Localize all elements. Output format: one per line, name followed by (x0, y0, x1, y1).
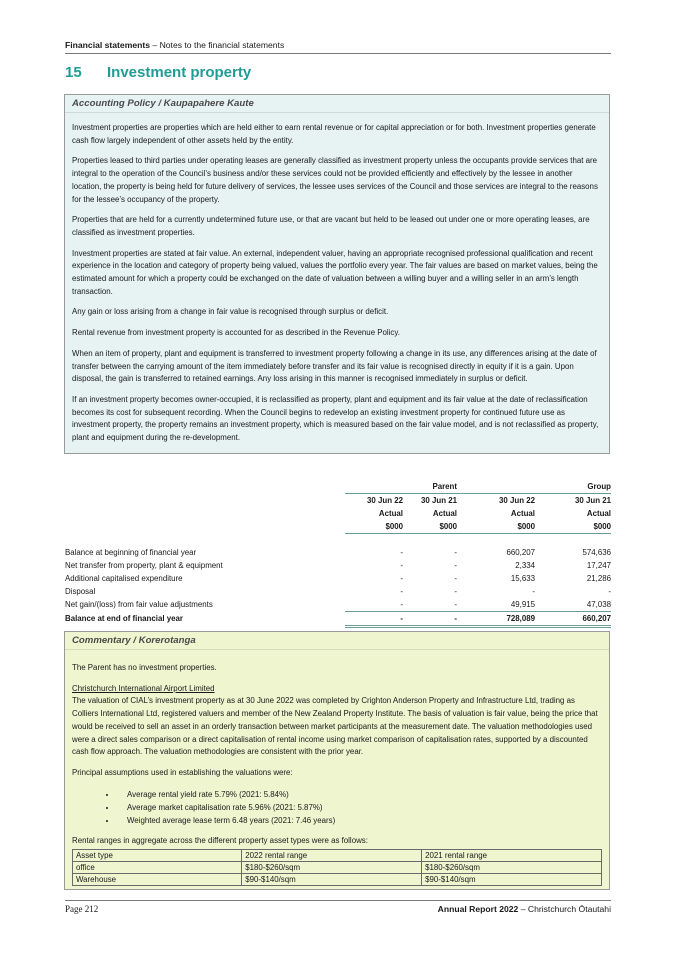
list-item: • Average rental yield rate 5.79% (2021: 5.84%) (117, 788, 602, 801)
section-title (65, 64, 251, 81)
ranges-cell: $180-$260/sqm (422, 862, 602, 874)
row-value: - (454, 548, 457, 558)
ranges-header: Asset type (73, 850, 242, 862)
column-basis: Actual (432, 508, 457, 518)
commentary-subheading: Christchurch International Airport Limited (72, 683, 215, 693)
policy-heading: Accounting Policy / Kaupapahere Kaute (65, 98, 609, 113)
running-header-rest: – Notes to the financial statements (150, 40, 285, 50)
policy-paragraph: If an investment property becomes owner-occupied, it is reclassified as property, plant and equipment and its fair value at the date of reclassification becomes its cost for subsequent recording. When the Council begins to redevelop an existing investment property for continued future use as investment property, the property remains an investment property, which is measured based on the fair value model, and is not reclassified as property, plant and equipment during the re-development. (72, 394, 599, 443)
total-row (65, 611, 611, 626)
accounting-policy-box (64, 94, 610, 454)
total-value: - (345, 611, 403, 626)
policy-paragraph: When an item of property, plant and equipment is transferred to investment property following a change in its use, any differences arising at the date of transfer between the carrying amount of the item immediately before transfer and its fair value is recognised directly in equity if it is a gain. Upon disposal, the gain is transferred to retained earnings. Any loss arising in this manner is recognised immediately in surplus or deficit. (72, 348, 597, 384)
row-label: Additional capitalised expenditure (65, 574, 183, 584)
column-date: 30 Jun 22 (499, 495, 535, 505)
running-header-bold: Financial statements (65, 40, 151, 50)
table-row (73, 874, 602, 886)
row-value: - (532, 587, 535, 597)
ranges-cell: $90-$140/sqm (242, 874, 422, 886)
page-number: Page 212 (65, 904, 99, 914)
row-value: - (400, 574, 403, 584)
ranges-header: 2021 rental range (422, 850, 602, 862)
row-value: - (454, 561, 457, 571)
column-units: $000 (403, 520, 457, 533)
row-value: 660,207 (506, 548, 535, 558)
column-basis: Actual (510, 508, 535, 518)
row-value: - (454, 574, 457, 584)
section-title-text: Investment property (107, 64, 252, 81)
total-value: - (403, 611, 457, 626)
column-basis: Actual (378, 508, 403, 518)
row-value: 15,633 (510, 574, 535, 584)
total-label: Balance at end of financial year (65, 614, 183, 624)
list-item: • Weighted average lease term 6.48 years (2021: 7.46 years) (117, 814, 602, 827)
row-value: - (345, 598, 403, 611)
table-row (73, 862, 602, 874)
policy-paragraph: Investment properties are properties which are held either to earn rental revenue or for capital appreciation or for both. Investment properties generate cash flow largely independent of other assets held by the entity. (72, 123, 596, 145)
policy-paragraph: Any gain or loss arising from a change in fair value is recognised through surplus or deficit. (72, 307, 389, 317)
policy-paragraph: Investment properties are stated at fair value. An external, independent valuer, having an appropriate recognised professional qualification and recent experience in the location and category of property being valued, values the portfolio every year. The fair values are based on market values, being the estimated amount for which a property could be exchanged on the date of valuation between a willing buyer and a willing seller in an arm’s length transaction. (72, 248, 598, 296)
basis-header-row (65, 507, 611, 520)
commentary-body: The valuation of CIAL’s investment property as at 30 June 2022 was completed by Crighton Anderson Property and Infrastructure Ltd, trading as Colliers International Ltd, registered valuers and member of the New Zealand Property Institute. The basis of valuation is fair value, being the price that would be received to sell an asset in an orderly transaction between market participants at the measurement date. The valuation methodologies used were a direct sales comparison or a direct capitalisation of rental income using market comparison of capitalisation rates, supported by a discounted cash flow approach. The valuation methodologies are consistent with the prior year. (72, 696, 598, 757)
commentary-intro: The Parent has no investment properties. (72, 663, 217, 672)
group-header: Group (535, 480, 611, 493)
row-value: 574,636 (582, 548, 611, 558)
row-label: Disposal (65, 587, 96, 597)
row-value: - (403, 598, 457, 611)
parent-header: Parent (403, 480, 457, 493)
row-value: - (608, 587, 611, 597)
units-header-row (65, 520, 611, 533)
date-header-row (65, 493, 611, 506)
row-value: - (454, 587, 457, 597)
total-value: 728,089 (457, 611, 535, 626)
page-footer (65, 900, 611, 914)
row-label: Balance at beginning of financial year (65, 548, 197, 558)
ranges-cell: Warehouse (73, 874, 242, 886)
assumptions-intro: Principal assumptions used in establishing the valuations were: (72, 767, 293, 777)
ranges-intro: Rental ranges in aggregate across the different property asset types were as follows: (72, 835, 368, 845)
table-row (65, 559, 611, 572)
row-value: 49,915 (457, 598, 535, 611)
ranges-cell: $180-$260/sqm (242, 862, 422, 874)
row-label: Net gain/(loss) from fair value adjustments (65, 600, 213, 610)
rental-ranges-table (72, 849, 602, 886)
report-title: Annual Report 2022 – Christchurch Ōtautahi (437, 904, 611, 914)
column-units: $000 (535, 520, 611, 533)
table-row (65, 572, 611, 585)
section-number: 15 (65, 64, 82, 81)
column-date: 30 Jun 22 (367, 495, 403, 505)
ranges-cell: office (73, 862, 242, 874)
row-value: 21,286 (586, 574, 611, 584)
row-value: 17,247 (586, 561, 611, 571)
running-header (65, 40, 611, 54)
ranges-header: 2022 rental range (242, 850, 422, 862)
row-value: 47,038 (535, 598, 611, 611)
investment-property-table (65, 480, 611, 628)
policy-paragraph: Properties that are held for a currently undetermined future use, or that are vacant but held to be leased out under one or more operating leases, are classified as investment properties. (72, 215, 590, 237)
row-value: - (400, 561, 403, 571)
row-value: - (400, 548, 403, 558)
column-date: 30 Jun 21 (575, 495, 611, 505)
policy-paragraph: Properties leased to third parties under operating leases are generally classified as investment property unless the occupants provide services that are integral to the operation of the Council’s business and/or these services could not be provided efficiently and effectively by the lessee in another location, the property is being held for future delivery of services, the lessee uses services of the Council and those services are integral to the reasons for the lessee’s occupancy of the property. (72, 156, 598, 204)
ranges-header-row (73, 850, 602, 862)
row-value: 2,334 (515, 561, 535, 571)
ranges-cell: $90-$140/sqm (422, 874, 602, 886)
column-basis: Actual (586, 508, 611, 518)
assumptions-list (72, 788, 602, 827)
total-value: 660,207 (535, 611, 611, 626)
table-row (65, 598, 611, 611)
row-label: Net transfer from property, plant & equipment (65, 561, 223, 571)
group-header-row (65, 480, 611, 493)
table-row (65, 546, 611, 559)
row-value: - (400, 587, 403, 597)
column-date: 30 Jun 21 (421, 495, 457, 505)
policy-paragraph: Rental revenue from investment property is accounted for as described in the Revenue Policy. (72, 328, 400, 338)
column-units: $000 (345, 520, 403, 533)
table-row (65, 585, 611, 598)
list-item: • Average market capitalisation rate 5.96% (2021: 5.87%) (117, 801, 602, 814)
commentary-heading: Commentary / Korerotanga (65, 635, 609, 650)
column-units: $000 (457, 520, 535, 533)
commentary-box (64, 631, 610, 890)
